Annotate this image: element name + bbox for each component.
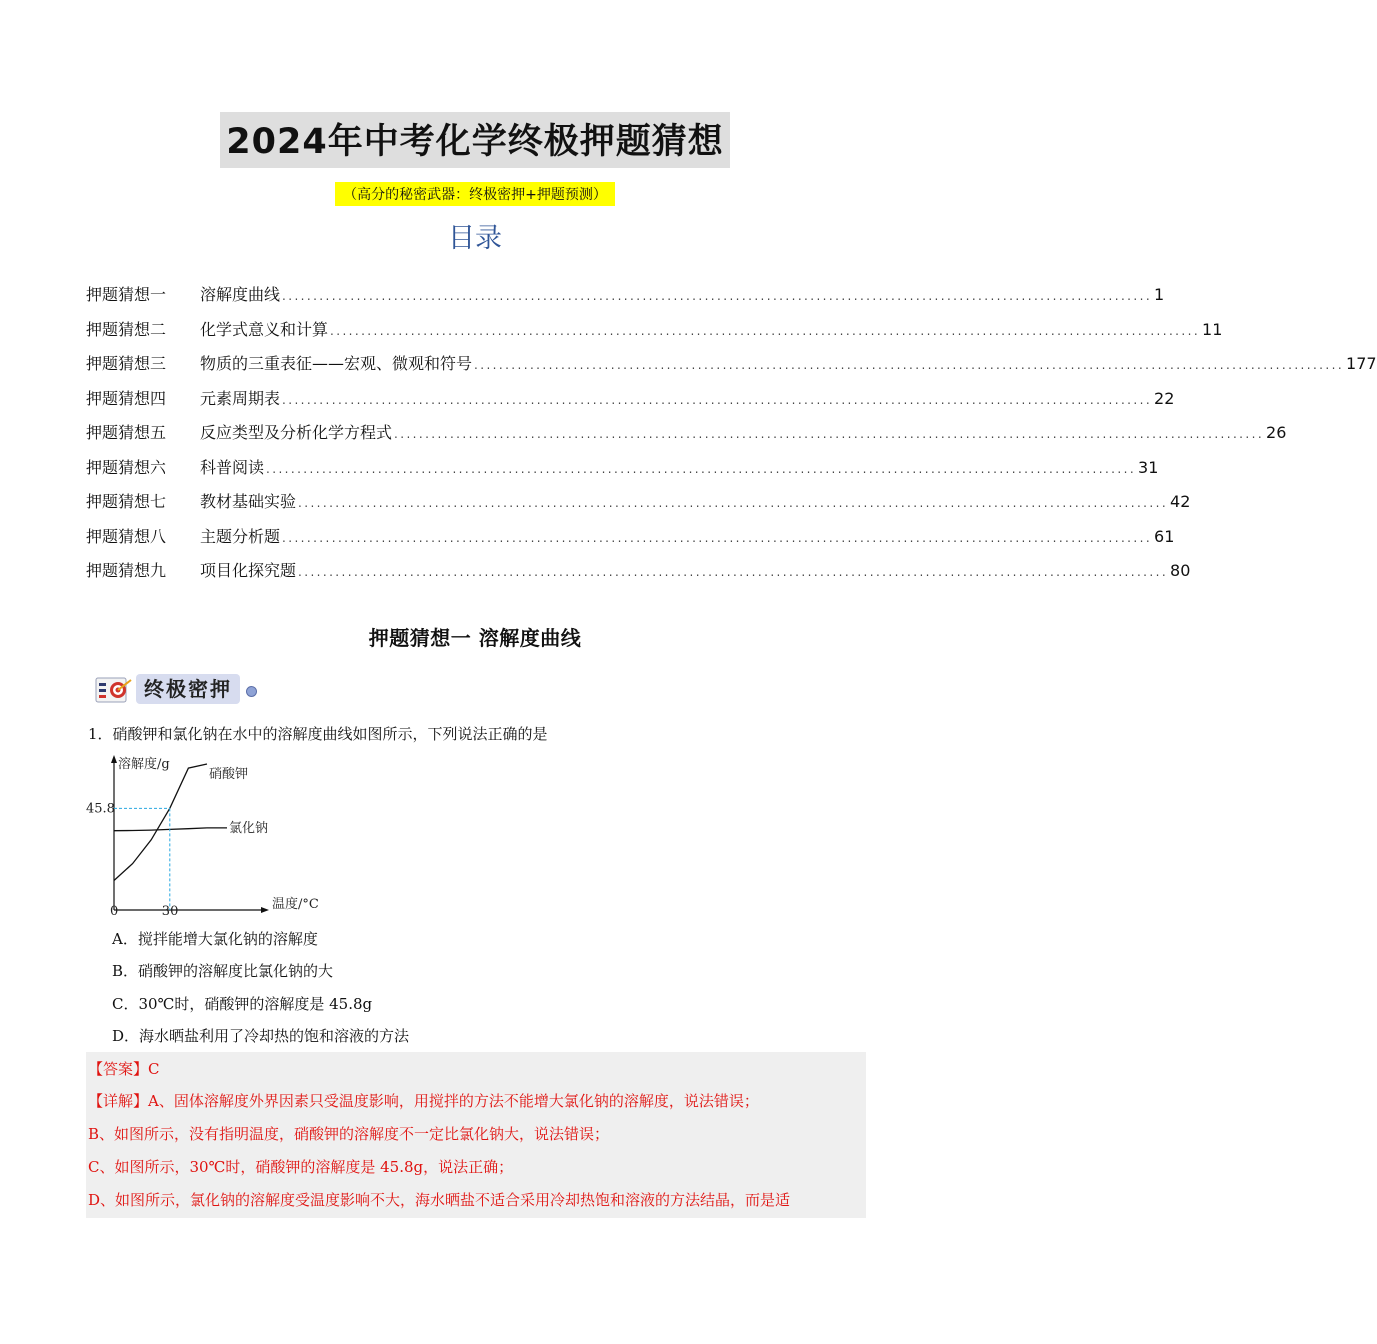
toc-entry-page: 42 [1170, 492, 1191, 511]
toc-entry-label: 押题猜想四 [86, 388, 167, 408]
toc-entry-topic: 物质的三重表征——宏观、微观和符号 [200, 354, 473, 373]
toc-entry-label: 押题猜想一 [86, 285, 167, 304]
toc-entry[interactable] [86, 282, 1165, 317]
document-subtitle: （高分的秘密武器：终极密押+押题预测） [335, 182, 615, 206]
detail-line-a [88, 1090, 759, 1111]
toc-entry-topic: 主题分析题 [200, 526, 281, 546]
detail-text: A、固体溶解度外界因素只受温度影响，用搅拌的方法不能增大氯化钠的溶解度，说法错误； [148, 1092, 759, 1110]
banner-dot-icon [246, 686, 257, 697]
toc-entry-page: 1 [1154, 285, 1165, 304]
toc-entry-page: 22 [1154, 388, 1175, 408]
detail-tag: 【详解】 [88, 1092, 149, 1110]
subtitle-wrap [0, 182, 950, 206]
y-tick-label: 45.8 [86, 801, 115, 817]
toc-entry-label: 押题猜想二 [86, 319, 167, 339]
toc-entry[interactable] [86, 558, 1191, 593]
toc-dot-leader: ............................................................................................................................................ [330, 323, 1201, 338]
toc-entry[interactable] [86, 489, 1191, 524]
toc-entry-label: 押题猜想七 [86, 492, 167, 511]
toc-entry-page: 31 [1138, 457, 1159, 477]
toc-entry-topic: 元素周期表 [200, 388, 281, 408]
series-label: 硝酸钾 [209, 767, 249, 782]
toc-entry[interactable] [86, 386, 1175, 421]
toc-entry-page: 177 [1346, 354, 1377, 373]
solubility-chart [86, 752, 366, 924]
series-line-potassium-nitrate [114, 764, 207, 881]
toc-entry[interactable] [86, 317, 1223, 352]
toc-entry-page: 61 [1154, 526, 1175, 546]
series-line-sodium-chloride [114, 828, 207, 831]
toc-entry[interactable] [86, 455, 1159, 490]
document-title: 2024年中考化学终极押题猜想 [220, 112, 729, 168]
toc-entry-label: 押题猜想九 [86, 561, 167, 580]
target-board-icon [94, 674, 134, 706]
toc-dot-leader: ............................................................................................................................................ [266, 461, 1137, 476]
toc-entry-topic: 教材基础实验 [200, 492, 297, 511]
toc-entry-page: 26 [1266, 423, 1287, 442]
toc-entry-topic: 溶解度曲线 [200, 285, 281, 304]
question-stem: 1．硝酸钾和氯化钠在水中的溶解度曲线如图所示，下列说法正确的是 [88, 725, 548, 743]
chart-plot-area [86, 764, 268, 919]
toc-entry-label: 押题猜想六 [86, 457, 167, 477]
y-axis-label: 溶解度/g [118, 757, 170, 772]
toc-entry[interactable] [86, 351, 1377, 386]
answer-tag: 【答案】 [88, 1060, 149, 1078]
section-banner [94, 670, 264, 710]
section-title: 押题猜想一 溶解度曲线 [368, 626, 582, 650]
toc-entry-topic: 化学式意义和计算 [200, 319, 329, 339]
origin-label: 0 [110, 904, 119, 919]
option-c: C．30℃时，硝酸钾的溶解度是 45.8g [112, 995, 373, 1013]
toc-entry-topic: 项目化探究题 [200, 561, 297, 580]
toc-dot-leader: ............................................................................................................................................ [282, 530, 1153, 545]
toc-entry-topic: 反应类型及分析化学方程式 [200, 423, 393, 442]
toc-dot-leader: ............................................................................................................................................ [298, 565, 1169, 579]
toc-entry[interactable] [86, 420, 1287, 455]
answer-box [86, 1052, 866, 1218]
toc-dot-leader: ............................................................................................................................................ [282, 289, 1153, 303]
answer-value: C [148, 1060, 160, 1078]
detail-line-b: B、如图所示，没有指明温度，硝酸钾的溶解度不一定比氯化钠大，说法错误； [88, 1125, 610, 1143]
toc-entry-label: 押题猜想三 [86, 354, 167, 373]
option-d: D．海水晒盐利用了冷却热的饱和溶液的方法 [112, 1027, 410, 1045]
x-tick-label: 30 [161, 904, 179, 919]
toc-entry-page: 80 [1170, 561, 1191, 580]
toc-dot-leader: ............................................................................................................................................ [282, 392, 1153, 407]
x-axis-label: 温度/°C [272, 897, 319, 912]
toc-dot-leader: ............................................................................................................................................ [394, 427, 1265, 441]
detail-line-d: D、如图所示，氯化钠的溶解度受温度影响不大，海水晒盐不适合采用冷却热饱和溶液的方法结晶，而是适 [88, 1191, 791, 1209]
toc-heading-wrap [0, 216, 950, 255]
banner-label: 终极密押 [136, 674, 240, 704]
series-label: 氯化钠 [229, 820, 269, 836]
table-of-contents [86, 282, 1377, 593]
toc-entry[interactable] [86, 524, 1175, 559]
title-wrap [0, 112, 950, 168]
toc-dot-leader: ............................................................................................................................................ [474, 358, 1345, 372]
toc-heading: 目录 [448, 223, 502, 254]
toc-dot-leader: ............................................................................................................................................ [298, 496, 1169, 510]
option-a: A．搅拌能增大氯化钠的溶解度 [112, 930, 318, 948]
toc-entry-label: 押题猜想五 [86, 423, 167, 442]
section-title-wrap [0, 622, 950, 651]
answer-line [88, 1058, 160, 1079]
toc-entry-label: 押题猜想八 [86, 526, 167, 546]
option-b: B．硝酸钾的溶解度比氯化钠的大 [112, 962, 334, 980]
detail-line-c: C、如图所示，30℃时，硝酸钾的溶解度是 45.8g，说法正确； [88, 1158, 514, 1176]
toc-entry-page: 11 [1202, 319, 1223, 339]
toc-entry-topic: 科普阅读 [200, 457, 265, 477]
